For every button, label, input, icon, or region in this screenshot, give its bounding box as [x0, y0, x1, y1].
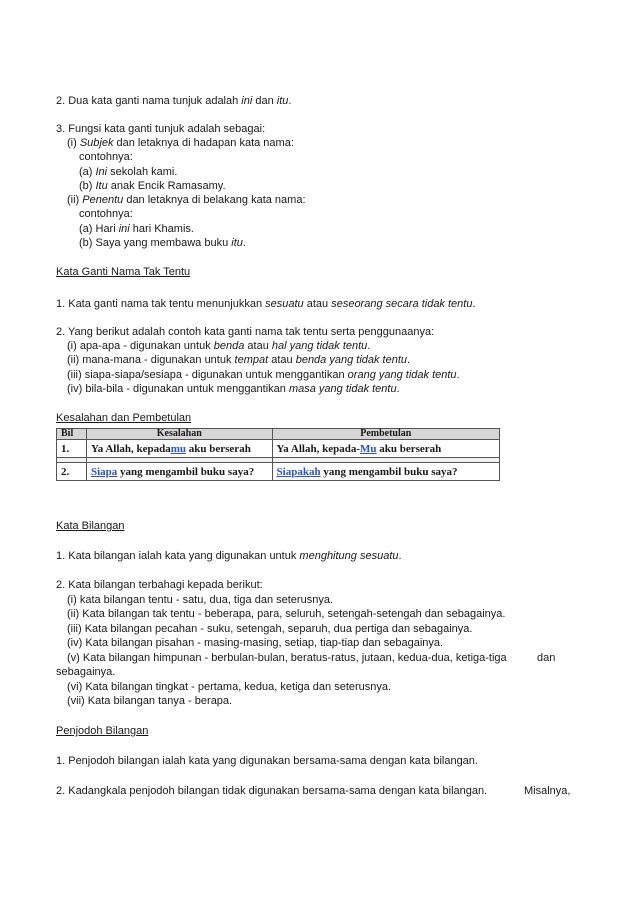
text-line: (vi) Kata bilangan tingkat - pertama, kedua, ketiga dan seterusnya. [67, 681, 392, 693]
text-line: 2. Kata bilangan terbahagi kepada berikut: [56, 579, 263, 591]
text-line: contohnya: [79, 208, 133, 220]
text-line: (vii) Kata bilangan tanya - berapa. [67, 695, 233, 707]
text-line: (iii) Kata bilangan pecahan - suku, setengah, separuh, dua pertiga dan sebagainya. [67, 623, 473, 635]
text-line: 1. Kata bilangan ialah kata yang digunakan untuk menghitung sesuatu. [56, 550, 402, 562]
text-line: 2. Yang berikut adalah contoh kata ganti nama tak tentu serta penggunaanya: [56, 326, 435, 338]
table-header-row [57, 429, 500, 440]
text-line: sebagainya. [56, 666, 116, 678]
text-line: (b) Itu anak Encik Ramasamy. [79, 180, 226, 192]
table-row [57, 463, 500, 481]
text-line: (i) Subjek dan letaknya di hadapan kata nama: [67, 137, 294, 149]
table-cell: Ya Allah, kepadamu aku berserah [86, 440, 272, 458]
section-heading: Kesalahan dan Pembetulan [56, 412, 192, 424]
error-correction-table [56, 428, 500, 481]
text-line: (ii) Penentu dan letaknya di belakang kata nama: [67, 194, 306, 206]
table-cell: 1. [57, 440, 87, 458]
text-line: (iv) bila-bila - digunakan untuk menggantikan masa yang tidak tentu. [67, 383, 400, 395]
text-line: (a) Ini sekolah kami. [79, 166, 178, 178]
table-cell: Ya Allah, kepada-Mu aku berserah [272, 440, 499, 458]
section-heading: Penjodoh Bilangan [56, 725, 149, 737]
text-line: (ii) Kata bilangan tak tentu - beberapa, para, seluruh, setengah-setengah dan sebagainya. [67, 608, 506, 620]
table-cell: Siapa yang mengambil buku saya? [86, 463, 272, 481]
table-cell: 2. [57, 463, 87, 481]
text-line: (v) Kata bilangan himpunan - berbulan-bulan, beratus-ratus, jutaan, kedua-dua, ketiga-tiga [67, 652, 507, 664]
text-line: (i) apa-apa - digunakan untuk benda atau hal yang tidak tentu. [67, 340, 371, 352]
table-header: Bil [57, 429, 87, 440]
text-line: 2. Kadangkala penjodoh bilangan tidak digunakan bersama-sama dengan kata bilangan. [56, 785, 488, 797]
text-line: (iii) siapa-siapa/sesiapa - digunakan untuk menggantikan orang yang tidak tentu. [67, 369, 460, 381]
text-line: contohnya: [79, 151, 133, 163]
table-row [57, 440, 500, 458]
text-line: 1. Kata ganti nama tak tentu menunjukkan sesuatu atau seseorang secara tidak tentu. [56, 298, 476, 310]
text-line: 1. Penjodoh bilangan ialah kata yang digunakan bersama-sama dengan kata bilangan. [56, 755, 478, 767]
text-line: 3. Fungsi kata ganti tunjuk adalah sebagai: [56, 123, 266, 135]
table-cell: Siapakah yang mengambil buku saya? [272, 463, 499, 481]
text-line: (b) Saya yang membawa buku itu. [79, 237, 246, 249]
text-line-end: dan [537, 652, 556, 664]
text-line: (i) kata bilangan tentu - satu, dua, tiga dan seterusnya. [67, 594, 333, 606]
text-line: 2. Dua kata ganti nama tunjuk adalah ini dan itu. [56, 95, 292, 107]
text-line: (a) Hari ini hari Khamis. [79, 223, 194, 235]
table-header: Kesalahan [86, 429, 272, 440]
text-line-end: Misalnya, [524, 785, 571, 797]
text-line: (iv) Kata bilangan pisahan - masing-masing, setiap, tiap-tiap dan sebagainya. [67, 637, 444, 649]
section-heading: Kata Ganti Nama Tak Tentu [56, 266, 191, 278]
section-heading: Kata Bilangan [56, 520, 125, 532]
table-header: Pembetulan [272, 429, 499, 440]
text-line: (ii) mana-mana - digunakan untuk tempat atau benda yang tidak tentu. [67, 354, 411, 366]
